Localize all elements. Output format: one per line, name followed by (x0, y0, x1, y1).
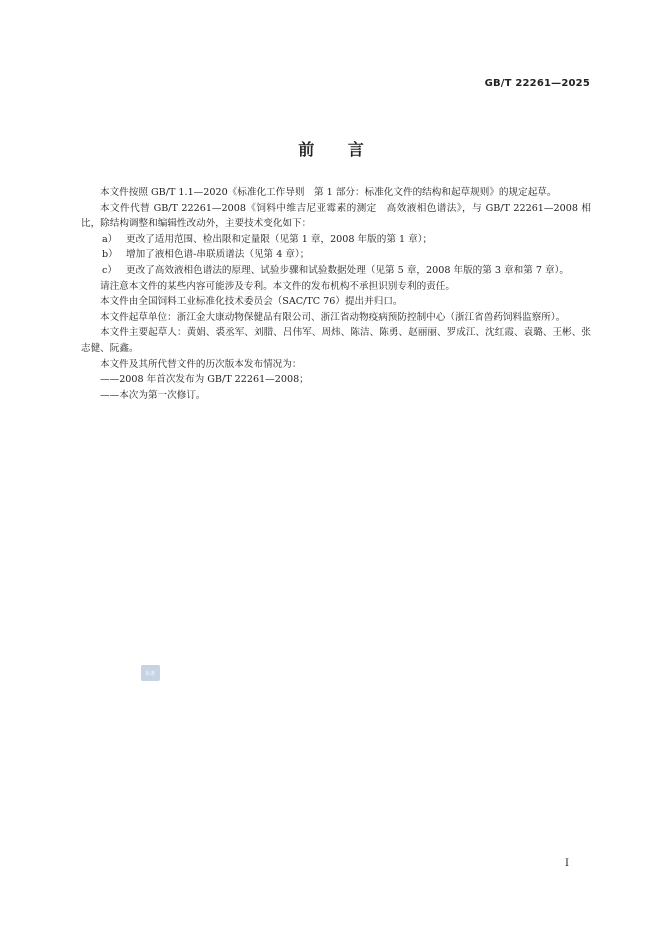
list-item-change-a (81, 232, 591, 248)
list-item-label: c） (102, 264, 117, 276)
paragraph-history-intro: 本文件及其所代替文件的历次版本发布情况为： (100, 358, 302, 370)
list-item-label: a） (102, 233, 118, 245)
list-item-change-c (81, 263, 591, 279)
foreword-body (81, 185, 591, 403)
page-title: 前 言 (298, 140, 378, 159)
list-item-text: 增加了液相色谱-串联质谱法（见第 4 章）； (126, 249, 310, 261)
paragraph-drafting-units: 本文件起草单位：浙江金大康动物保健品有限公司、浙江省动物疫病预防控制中心（浙江省兽药饲料监察所）。 (100, 311, 566, 323)
watermark-logo-text: 标准 (145, 670, 156, 677)
paragraph-drafters: 本文件主要起草人：黄娟、裘丞军、刘腊、吕伟军、周炜、陈洁、陈勇、赵丽丽、罗成江、沈红霞、袁璐、王彬、张志健、阮鑫。 (81, 327, 591, 354)
list-item-text: 更改了高效液相色谱法的原理、试验步骤和试验数据处理（见第 5 章，2008 年版的第 3 章和第 7 章）。 (126, 264, 570, 276)
paragraph-drafting-rules: 本文件按照 GB/T 1.1—2020《标准化工作导则 第 1 部分：标准化文件的结构和起草规则》的规定起草。 (100, 187, 557, 198)
list-item-change-b (81, 247, 591, 263)
paragraph-committee: 本文件由全国饲料工业标准化技术委员会（SAC/TC 76）提出并归口。 (100, 296, 403, 308)
list-item-label: b） (102, 249, 118, 261)
history-item-revision: ——本次为第一次修订。 (100, 389, 206, 401)
paragraph-patent-notice: 请注意本文件的某些内容可能涉及专利。本文件的发布机构不承担识别专利的责任。 (100, 280, 455, 292)
standard-code-header: GB/T 22261—2025 (484, 78, 590, 89)
paragraph-replacement: 本文件代替 GB/T 22261—2008《饲料中维吉尼亚霉素的测定 高效液相色谱法》，与 GB/T 22261—2008 相比，除结构调整和编辑性改动外，主要技术变化如下： (81, 202, 591, 230)
page-number: I (565, 858, 569, 869)
watermark-logo (141, 665, 160, 681)
list-item-text: 更改了适用范围、检出限和定量限（见第 1 章，2008 年版的第 1 章）； (126, 233, 433, 245)
history-item-first: ——2008 年首次发布为 GB/T 22261—2008； (100, 374, 309, 386)
